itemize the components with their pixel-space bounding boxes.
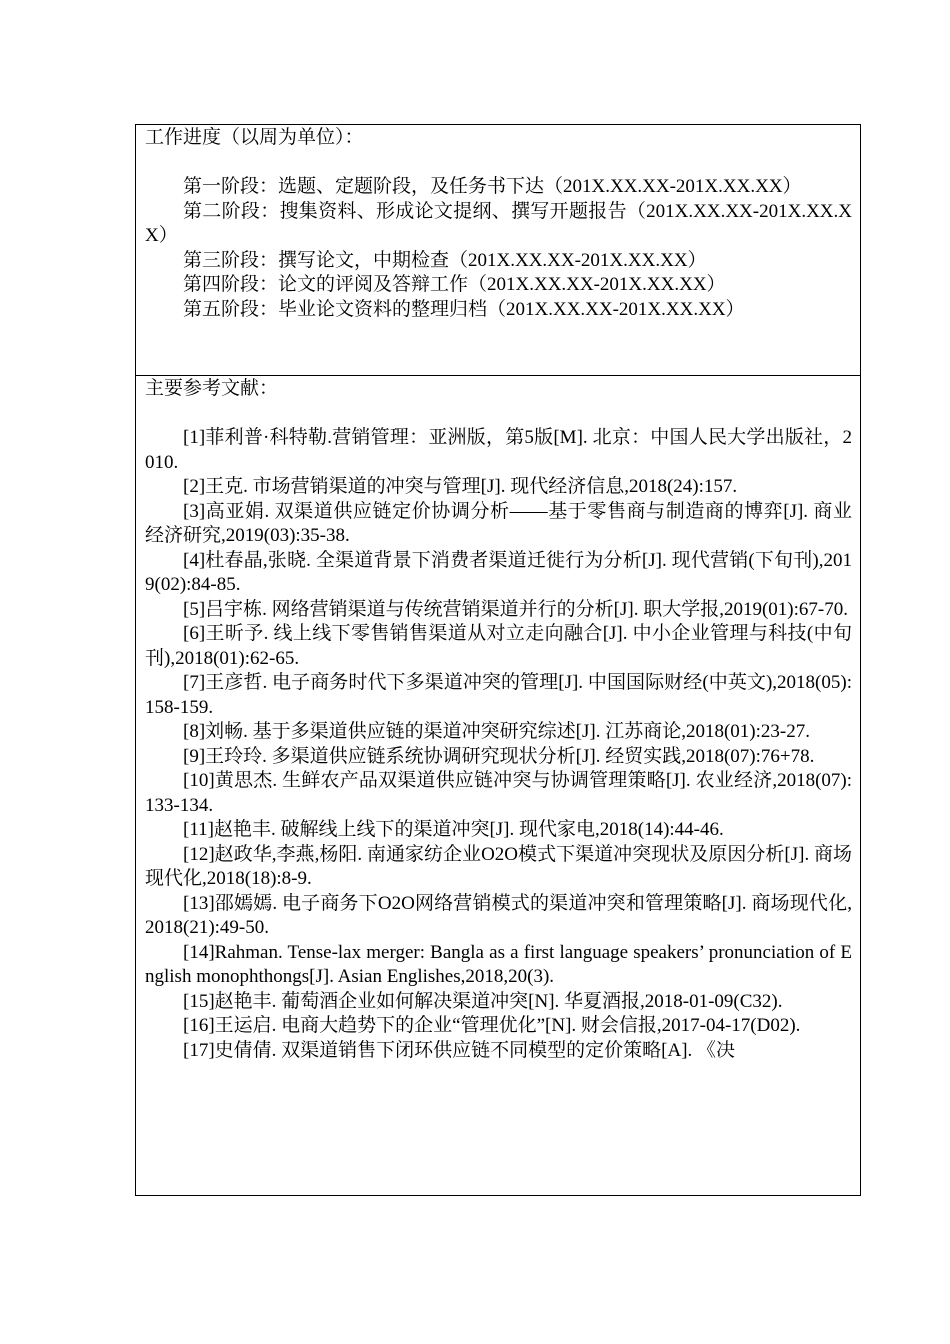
reference-item: [8]刘畅. 基于多渠道供应链的渠道冲突研究综述[J]. 江苏商论,2018(01):23-27. <box>183 721 810 742</box>
reference-item: [4]杜春晶,张晓. 全渠道背景下消费者渠道迁徙行为分析[J]. 现代营销(下旬刊),2019(02):84-85. <box>145 549 852 595</box>
progress-heading: 工作进度（以周为单位）： <box>145 127 364 148</box>
spacer <box>145 151 852 176</box>
reference-item: [2]王克. 市场营销渠道的冲突与管理[J]. 现代经济信息,2018(24):157. <box>183 476 738 497</box>
reference-item: [17]史倩倩. 双渠道销售下闭环供应链不同模型的定价策略[A]. 《决 <box>183 1039 736 1061</box>
reference-item: [16]王运启. 电商大趋势下的企业“管理优化”[N]. 财会信报,2017-04-17(D02). <box>183 1015 801 1036</box>
reference-item: [9]王玲玲. 多渠道供应链系统协调研究现状分析[J]. 经贸实践,2018(07):76+78. <box>183 745 815 767</box>
reference-item: [5]吕宇栋. 网络营销渠道与传统营销渠道并行的分析[J]. 职大学报,2019(01):67-70. <box>183 598 848 620</box>
reference-item: [13]邵嫣嫣. 电子商务下O2O网络营销模式的渠道冲突和管理策略[J]. 商场现代化,2018(21):49-50. <box>145 892 852 938</box>
reference-item: [14]Rahman. Tense-lax merger: Bangla as a first language speakers’ pronunciation of English monophthongs[J]. Asian Englishes,2018,20(3). <box>145 941 852 987</box>
stage-item: 第一阶段：选题、定题阶段，及任务书下达（201X.XX.XX-201X.XX.XX） <box>183 176 802 197</box>
references-row <box>136 376 861 1196</box>
stage-item: 第五阶段：毕业论文资料的整理归档（201X.XX.XX-201X.XX.XX） <box>183 298 745 320</box>
reference-item: [15]赵艳丰. 葡萄酒企业如何解决渠道冲突[N]. 华夏酒报,2018-01-09(C32). <box>183 990 783 1012</box>
progress-row <box>136 125 861 376</box>
reference-item: [6]王昕予. 线上线下零售销售渠道从对立走向融合[J]. 中小企业管理与科技(中旬刊),2018(01):62-65. <box>145 623 852 669</box>
references-cell <box>136 376 861 1196</box>
spacer <box>145 402 852 427</box>
stage-item: 第四阶段：论文的评阅及答辩工作（201X.XX.XX-201X.XX.XX） <box>183 274 726 295</box>
stage-item: 第三阶段：撰写论文，中期检查（201X.XX.XX-201X.XX.XX） <box>183 249 707 271</box>
reference-item: [12]赵政华,李燕,杨阳. 南通家纺企业O2O模式下渠道冲突现状及原因分析[J]. 商场现代化,2018(18):8-9. <box>145 843 852 889</box>
reference-item: [1]菲利普·科特勒.营销管理：亚洲版，第5版[M]. 北京：中国人民大学出版社，2010. <box>145 427 852 473</box>
references-heading: 主要参考文献： <box>145 378 279 399</box>
reference-item: [11]赵艳丰. 破解线上线下的渠道冲突[J]. 现代家电,2018(14):44-46. <box>183 819 724 840</box>
reference-item: [7]王彦哲. 电子商务时代下多渠道冲突的管理[J]. 中国国际财经(中英文),2018(05):158-159. <box>145 672 852 718</box>
reference-item: [10]黄思杰. 生鲜农产品双渠道供应链冲突与协调管理策略[J]. 农业经济,2018(07):133-134. <box>145 770 852 816</box>
stage-item: 第二阶段：搜集资料、形成论文提纲、撰写开题报告（201X.XX.XX-201X.XX.XX） <box>145 200 852 246</box>
progress-cell <box>136 125 861 376</box>
plan-table <box>135 124 861 1196</box>
reference-item: [3]高亚娟. 双渠道供应链定价协调分析——基于零售商与制造商的博弈[J]. 商业经济研究,2019(03):35-38. <box>145 500 852 546</box>
